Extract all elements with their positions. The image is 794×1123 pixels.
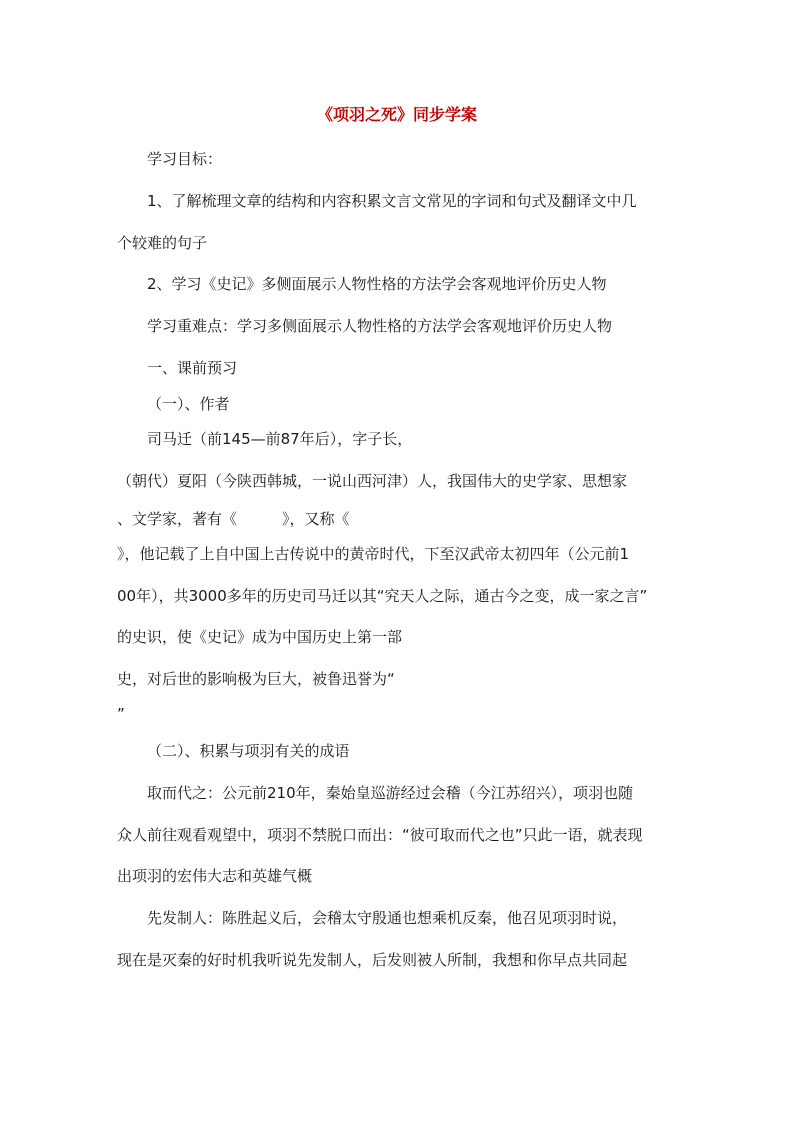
section-1-heading: 一、课前预习 — [147, 359, 238, 377]
key-difficulties: 学习重难点：学习多侧面展示人物性格的方法学会客观地评价历史人物 — [147, 317, 613, 335]
objective-2: 2、学习《史记》多侧面展示人物性格的方法学会客观地评价历史人物 — [147, 275, 607, 293]
author-paragraph-line-7: 史，对后世的影响极为巨大，被鲁迅誉为“ — [117, 670, 395, 688]
author-paragraph-line-2: （朝代）夏阳（今陕西韩城，一说山西河津）人，我国伟大的史学家、思想家 — [117, 472, 628, 490]
idiom-2-line-1: 先发制人：陈胜起义后，会稽太守殷通也想乘机反秦，他召见项羽时说， — [147, 909, 628, 927]
idiom-1-line-2: 众人前往观看观望中，项羽不禁脱口而出：“彼可取而代之也”只此一语，就表现 — [117, 826, 643, 844]
author-paragraph-line-4: 》，他记载了上自中国上古传说中的黄帝时代，下至汉武帝太初四年（公元前1 — [117, 545, 630, 563]
idiom-1-line-3: 出项羽的宏伟大志和英雄气概 — [117, 867, 313, 885]
idiom-2-line-2: 现在是灭秦的好时机我听说先发制人，后发则被人所制，我想和你早点共同起 — [117, 951, 628, 969]
author-paragraph-line-8: ” — [117, 705, 125, 723]
objective-1-line-1: 1、了解梳理文章的结构和内容积累文言文常见的字词和句式及翻译文中几 — [147, 192, 637, 210]
idiom-1-line-1: 取而代之：公元前210年，秦始皇巡游经过会稽（今江苏绍兴），项羽也随 — [147, 784, 634, 802]
document-title: 《项羽之死》同步学案 — [316, 105, 477, 124]
learning-objectives-heading: 学习目标： — [147, 150, 223, 168]
subsection-idioms-heading: （二）、积累与项羽有关的成语 — [147, 742, 350, 760]
objective-1-line-2: 个较难的句子 — [117, 234, 208, 252]
author-paragraph-line-3: 、文学家，著有《 》，又称《 — [117, 510, 350, 528]
author-paragraph-line-1: 司马迁（前145—前87年后），字子长， — [147, 430, 413, 448]
subsection-author-heading: （一）、作者 — [147, 395, 230, 413]
author-paragraph-line-6: 的史识，使《史记》成为中国历史上第一部 — [117, 628, 403, 646]
author-paragraph-line-5: 00年），共3000多年的历史司马迁以其“究天人之际，通古今之变，成一家之言” — [117, 587, 648, 605]
